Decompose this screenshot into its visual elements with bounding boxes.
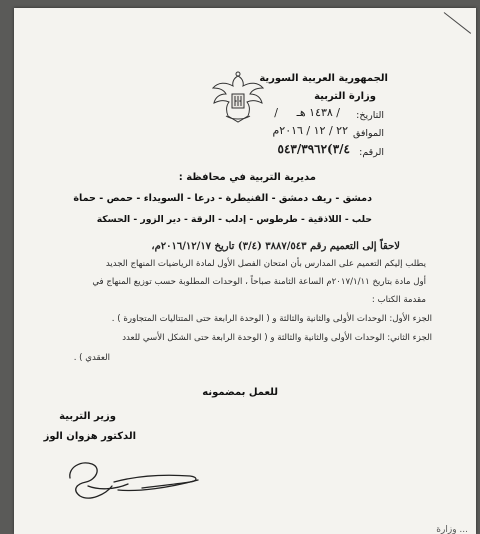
recipients-heading: مديرية التربية في محافظة : xyxy=(178,172,316,183)
signatory-title: وزير التربية xyxy=(59,411,116,422)
coat-of-arms-emblem xyxy=(210,68,266,126)
part-two-line: الجزء الثاني: الوحدات الأولى والثانية والثالثة و ( الوحدة الرابعة حتى الشكل الأسي للعدد xyxy=(122,333,432,343)
body-line-2: أول مادة بتاريخ ٢٠١٧/١/١١م الساعة الثامنة صباحاً ، الوحدات المطلوبة حسب توزيع المنهاج في xyxy=(92,277,426,287)
date-hijri-day: / xyxy=(274,106,278,119)
recipients-line-1: دمشق - ريف دمشق - القنيطرة - درعا - السويداء - حمص - حماة xyxy=(73,193,372,204)
part-one-line: الجزء الأول: الوحدات الأولى والثانية والثالثة و ( الوحدة الرابعة حتى المتتاليات المتجاورة ) . xyxy=(111,314,432,324)
part-two-continuation: العقدي ) . xyxy=(73,353,110,363)
date-hijri: / ١٤٣٨ هـ xyxy=(296,106,340,119)
date-gregorian: ٢٢ / ١٢ / ٢٠١٦م xyxy=(272,124,348,137)
body-line-3: مقدمة الكتاب : xyxy=(371,295,426,305)
signatory-name: الدكتور هزوان الوز xyxy=(43,431,136,442)
date-label: التاريخ: xyxy=(356,110,384,121)
corner-pen-line xyxy=(444,12,471,34)
handwritten-signature xyxy=(58,446,208,516)
footer-fragment: ... وزارة xyxy=(436,525,468,534)
recipients-line-2: حلب - اللاذقية - طرطوس - إدلب - الرقة - دير الزور - الحسكة xyxy=(96,214,372,225)
reference-number: ٣/٤)٥٤٣/٣٩٦٢ xyxy=(277,142,350,156)
country-name: الجمهورية العربية السورية xyxy=(259,73,388,84)
number-label: الرقم: xyxy=(359,147,384,158)
ministry-name: وزارة التربية xyxy=(314,91,376,102)
closing-line: للعمل بمضمونه xyxy=(202,387,278,398)
document-page xyxy=(14,8,476,534)
corresponding-label: الموافق xyxy=(352,128,384,139)
body-line-1: يطلب إليكم التعميم على المدارس بأن امتحان الفصل الأول لمادة الرياضيات المنهاج الجديد xyxy=(105,259,426,269)
reference-line: لاحقاً إلى التعميم رقم ٣٨٨٧/٥٤٣ (٣/٤) تاريخ ٢٠١٦/١٢/١٧م، xyxy=(151,241,400,252)
